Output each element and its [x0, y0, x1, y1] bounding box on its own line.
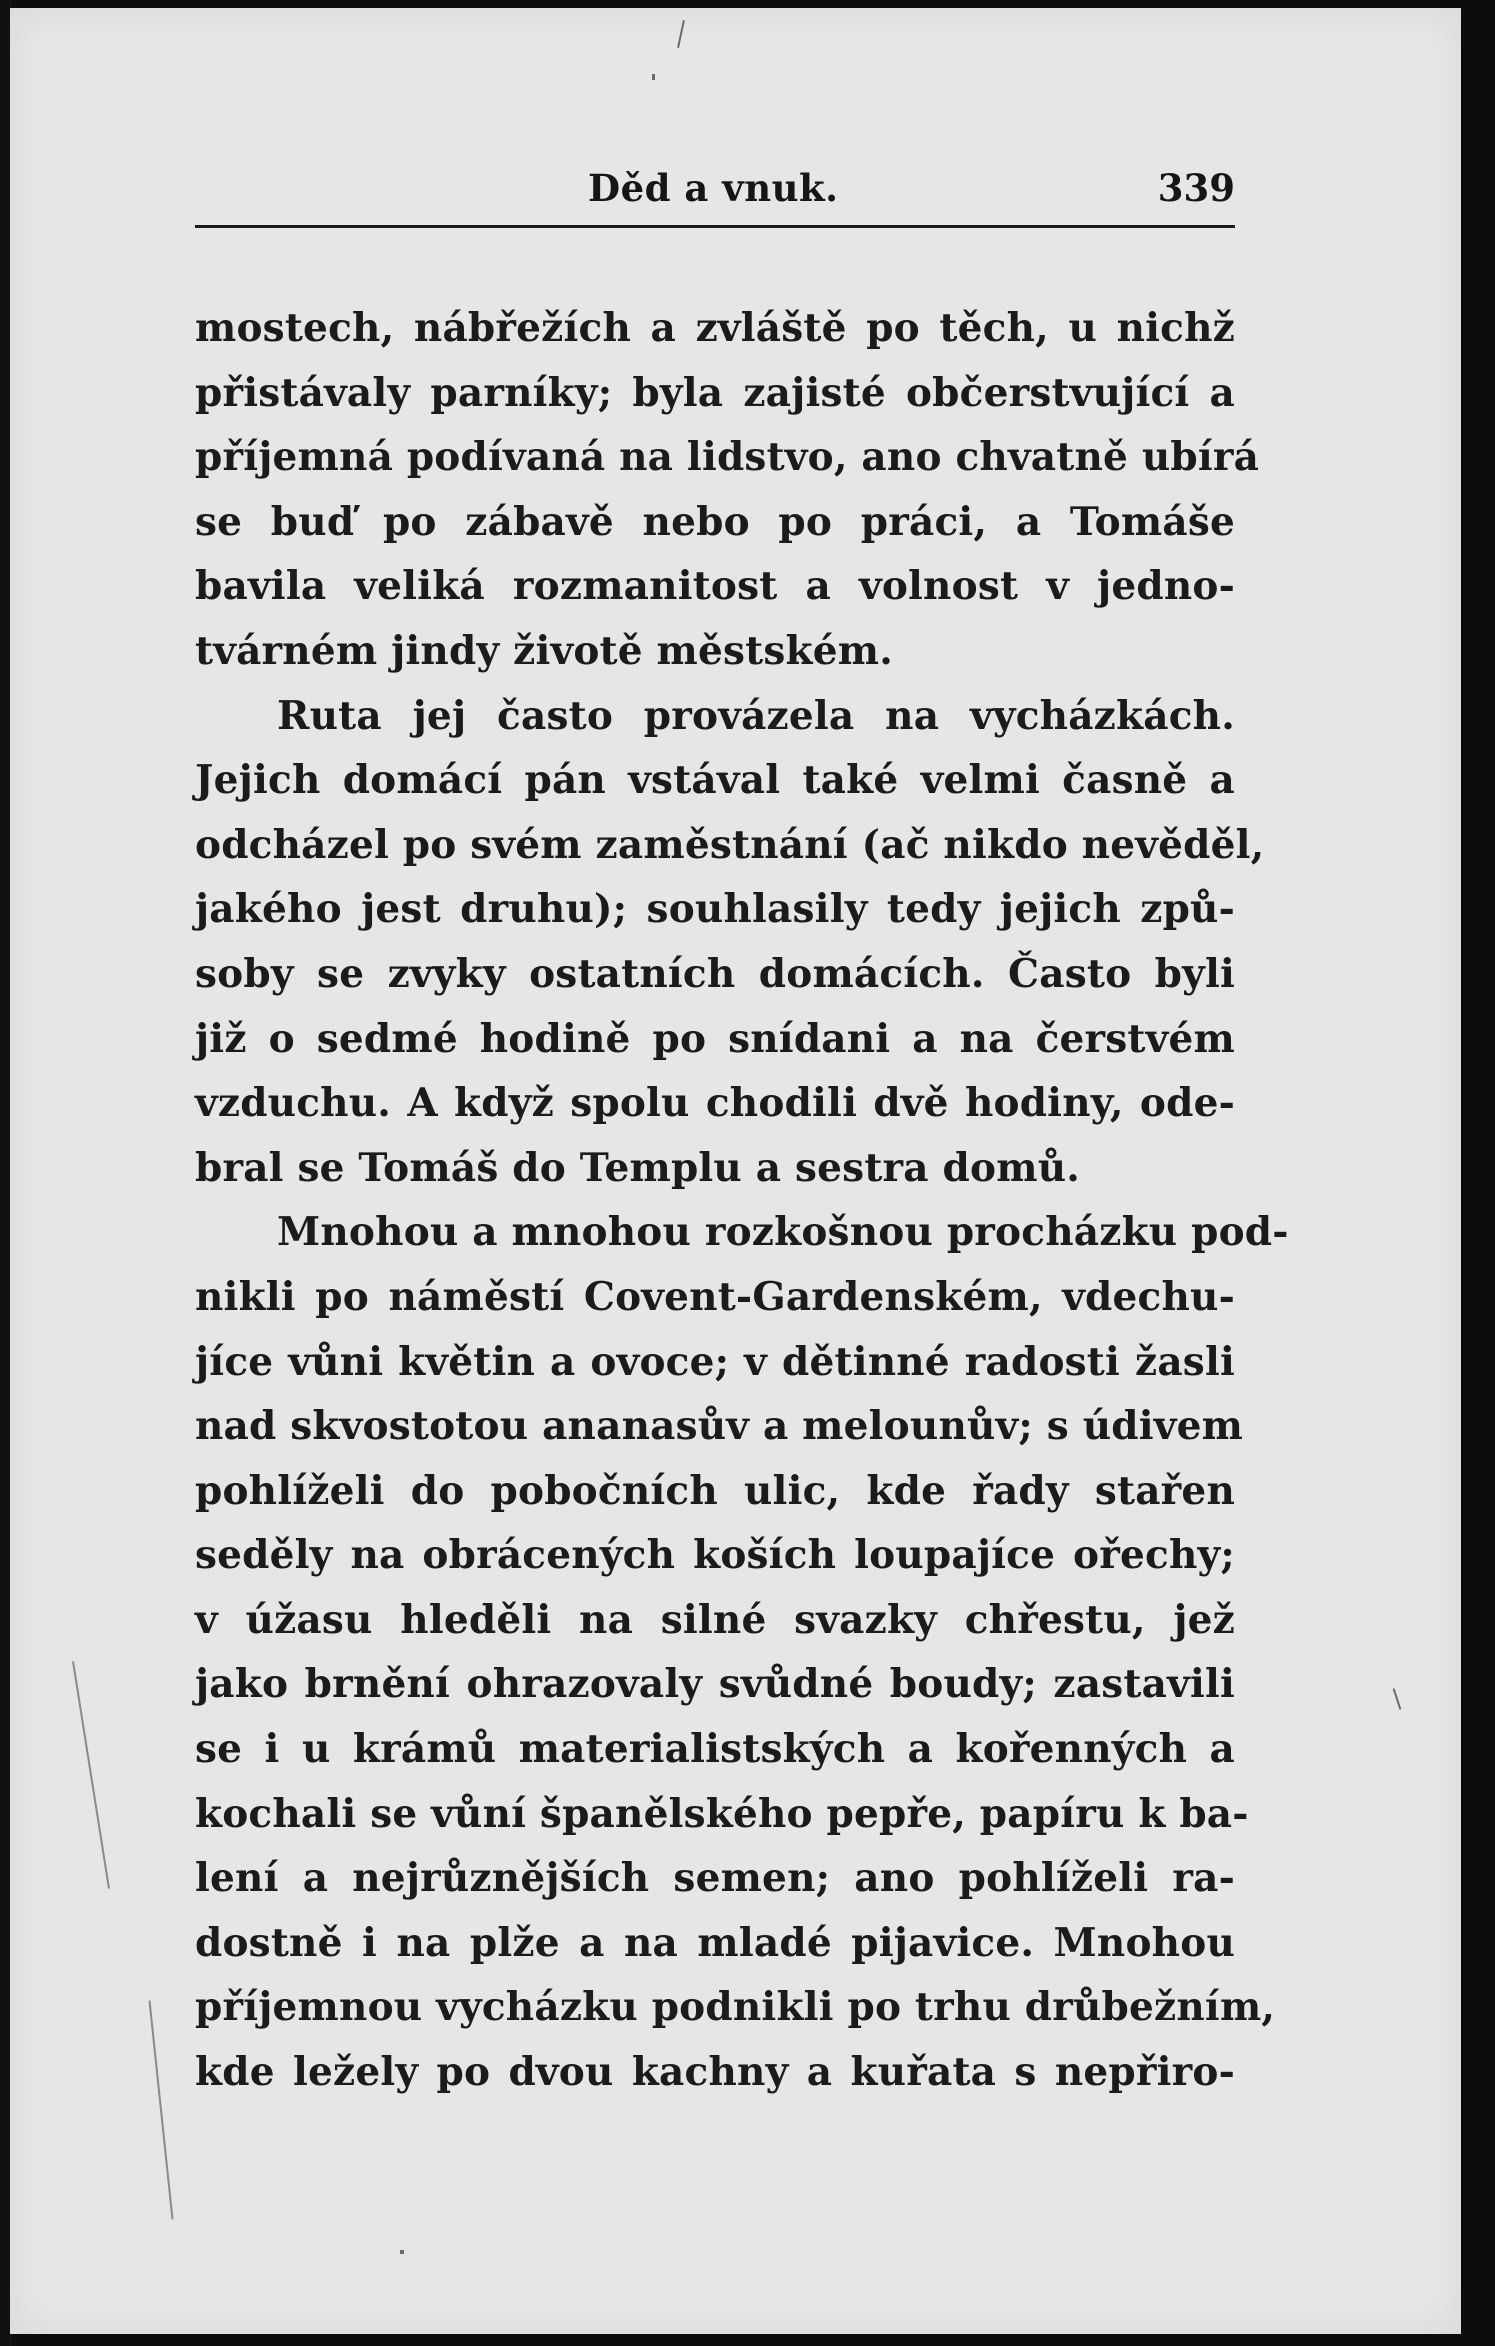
text-line: příjemnou vycházku podnikli po trhu drůbežním, — [195, 1984, 1276, 2031]
running-title: Děd a vnuk. — [588, 166, 839, 210]
text-line: v úžasu hleděli na silné svazky chřestu, jež — [195, 1596, 1235, 1643]
scan-speck — [400, 2250, 404, 2254]
text-line: nad skvostotou ananasův a melounův; s údivem — [195, 1403, 1244, 1450]
page-header — [195, 166, 1235, 216]
scan-speck — [652, 74, 655, 80]
text-line: Ruta jej často provázela na vycházkách. — [277, 692, 1235, 739]
body-text — [195, 296, 1289, 2105]
text-line: Mnohou a mnohou rozkošnou procházku pod- — [277, 1209, 1289, 1256]
text-line: soby se zvyky ostatních domácích. Často byli — [195, 950, 1235, 997]
text-line: již o sedmé hodině po snídani a na čerstvém — [195, 1015, 1235, 1062]
page-number: 339 — [1157, 166, 1235, 210]
text-line: jako brnění ohrazovaly svůdné boudy; zastavili — [195, 1661, 1235, 1708]
text-line: seděly na obrácených koších loupajíce ořechy; — [195, 1532, 1235, 1579]
text-line: odcházel po svém zaměstnání (ač nikdo nevěděl, — [195, 821, 1265, 868]
text-line: jíce vůni květin a ovoce; v dětinné radosti žasli — [195, 1338, 1235, 1385]
text-line: bavila veliká rozmanitost a volnost v jedno- — [195, 563, 1235, 610]
text-line: dostně i na plže a na mladé pijavice. Mnohou — [195, 1919, 1235, 1966]
text-line: lení a nejrůznějších semen; ano pohlíželi ra- — [195, 1855, 1235, 1902]
text-line: se i u krámů materialistských a kořenných a — [195, 1726, 1235, 1773]
text-line: tvárném jindy životě městském. — [195, 627, 894, 674]
text-line: mostech, nábřežích a zvláště po těch, u nichž — [195, 305, 1235, 351]
text-line: jakého jest druhu); souhlasily tedy jejich způ- — [195, 886, 1235, 933]
text-line: bral se Tomáš do Templu a sestra domů. — [195, 1144, 1081, 1191]
header-rule — [195, 225, 1235, 228]
text-line: kde ležely po dvou kachny a kuřata s nepřiro- — [195, 2049, 1235, 2096]
text-line: přistávaly parníky; byla zajisté občerstvující a — [195, 369, 1235, 416]
text-line: kochali se vůní španělského pepře, papíru k ba- — [195, 1790, 1249, 1837]
text-line: se buď po zábavě nebo po práci, a Tomáše — [195, 498, 1235, 545]
text-line: příjemná podívaná na lidstvo, ano chvatně ubírá — [195, 434, 1260, 481]
text-line: vzduchu. A když spolu chodili dvě hodiny, ode- — [195, 1080, 1235, 1127]
text-line: nikli po náměstí Covent-Gardenském, vdechu- — [195, 1273, 1235, 1320]
text-line: pohlíželi do pobočních ulic, kde řady stařen — [195, 1467, 1235, 1514]
scan-right-border — [1461, 0, 1495, 2346]
text-line: Jejich domácí pán vstával také velmi časně a — [195, 757, 1235, 804]
